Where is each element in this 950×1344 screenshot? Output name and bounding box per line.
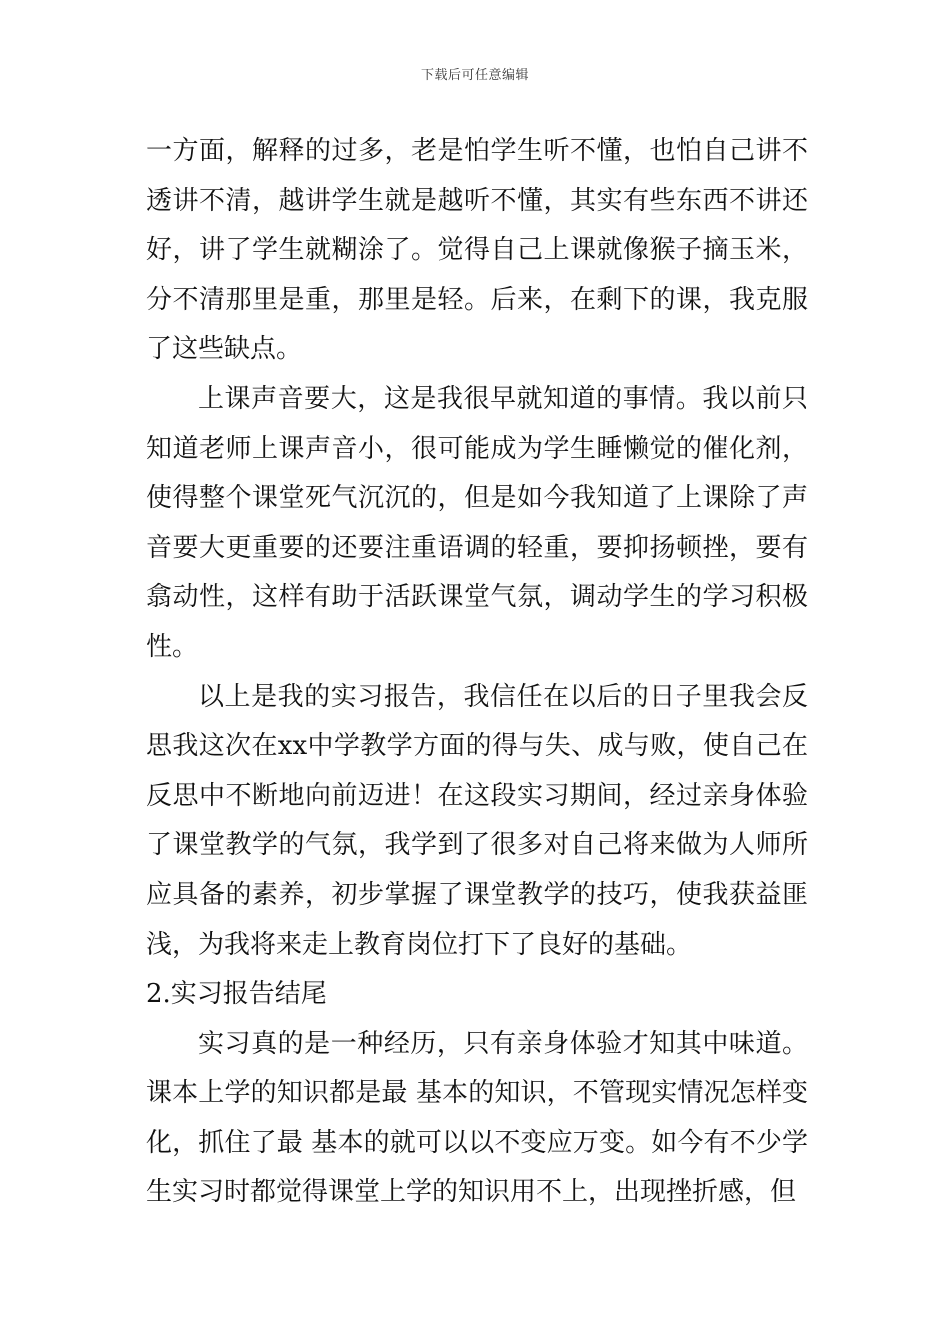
document-body [146,127,808,1218]
paragraph-continuation: 一方面，解释的过多，老是怕学生听不懂，也怕自己讲不透讲不清，越讲学生就是越听不懂，其实有些东西不讲还好，讲了学生就糊涂了。觉得自己上课就像猴子摘玉米，分不清那里是重，那里是轻。后来，在剩下的课，我克服了这些缺点。 [146,136,808,365]
paragraph-closing: 实习真的是一种经历，只有亲身体验才知其中味道。课本上学的知识都是最 基本的知识，不管现实情况怎样变化，抓住了最 基本的就可以以不变应万变。如今有不少学生实习时都觉得课堂上学的知识用不上，出现挫折感，但 [146,1028,808,1208]
page-header: 下载后可任意编辑 [420,68,529,83]
paragraph-summary: 以上是我的实习报告，我信任在以后的日子里我会反思我这次在xx中学教学方面的得与失、成与败，使自己在反思中不断地向前迈进！在这段实习期间，经过亲身体验了课堂教学的气氛，我学到了很多对自己将来做为人师所应具备的素养，初步掌握了课堂教学的技巧，使我获益匪浅，为我将来走上教育岗位打下了良好的基础。 [146,681,808,960]
section-heading: 2.实习报告结尾 [146,979,327,1010]
paragraph-voice: 上课声音要大，这是我很早就知道的事情。我以前只知道老师上课声音小，很可能成为学生睡懒觉的催化剂，使得整个课堂死气沉沉的，但是如今我知道了上课除了声音要大更重要的还要注重语调的轻重，要抑扬顿挫，要有翕动性，这样有助于活跃课堂气氛，调动学生的学习积极性。 [146,383,808,662]
